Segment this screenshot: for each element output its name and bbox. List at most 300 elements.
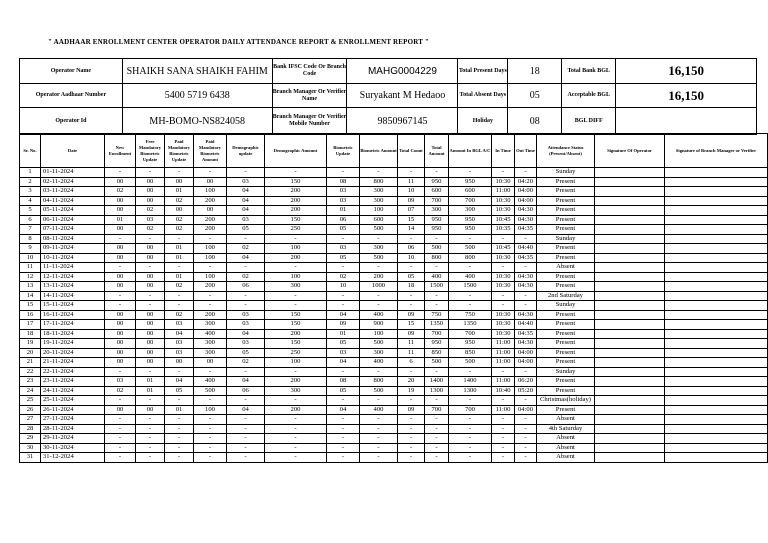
holiday-label: Holiday bbox=[458, 108, 508, 135]
table-cell: - bbox=[492, 415, 515, 425]
table-cell: - bbox=[105, 301, 136, 311]
table-cell: Present bbox=[537, 244, 595, 254]
table-cell: 300 bbox=[194, 320, 227, 330]
table-cell: 00 bbox=[105, 244, 136, 254]
table-cell: - bbox=[136, 434, 165, 444]
table-cell: - bbox=[327, 453, 360, 463]
table-cell: 12 bbox=[20, 272, 41, 282]
table-cell: 00 bbox=[136, 339, 165, 349]
table-cell: 300 bbox=[194, 348, 227, 358]
table-cell: 300 bbox=[194, 339, 227, 349]
table-cell: Christmas(holiday) bbox=[537, 396, 595, 406]
table-cell: - bbox=[165, 168, 194, 178]
table-cell: 04 bbox=[327, 358, 360, 368]
table-cell: 04 bbox=[327, 310, 360, 320]
table-cell: 10:30 bbox=[492, 272, 515, 282]
column-header: Date bbox=[41, 134, 105, 168]
table-cell: 1000 bbox=[360, 282, 398, 292]
table-cell: 19 bbox=[20, 339, 41, 349]
table-cell: 04:35 bbox=[515, 329, 537, 339]
table-cell: - bbox=[165, 434, 194, 444]
table-cell: - bbox=[105, 396, 136, 406]
table-cell: - bbox=[227, 291, 265, 301]
table-cell: 08 bbox=[327, 377, 360, 387]
table-cell: 15 bbox=[20, 301, 41, 311]
table-cell: Present bbox=[537, 348, 595, 358]
table-cell: Sunday bbox=[537, 234, 595, 244]
table-header-row bbox=[20, 134, 768, 168]
table-cell: - bbox=[165, 367, 194, 377]
table-cell: 10:30 bbox=[492, 310, 515, 320]
table-cell: 500 bbox=[449, 358, 492, 368]
table-cell: 950 bbox=[425, 177, 449, 187]
table-cell: 300 bbox=[265, 282, 327, 292]
table-cell: - bbox=[398, 263, 425, 273]
table-cell: - bbox=[449, 291, 492, 301]
table-cell: - bbox=[265, 434, 327, 444]
table-cell: 950 bbox=[449, 177, 492, 187]
table-cell: - bbox=[360, 367, 398, 377]
table-cell: 250 bbox=[265, 348, 327, 358]
table-cell: - bbox=[515, 453, 537, 463]
table-cell bbox=[665, 358, 768, 368]
table-cell: - bbox=[360, 434, 398, 444]
table-cell bbox=[595, 187, 665, 197]
table-cell: 04:40 bbox=[515, 320, 537, 330]
table-cell: 01 bbox=[327, 329, 360, 339]
table-cell bbox=[595, 253, 665, 263]
table-cell: 100 bbox=[265, 358, 327, 368]
table-cell: 00 bbox=[136, 187, 165, 197]
table-cell: 600 bbox=[360, 215, 398, 225]
table-cell: 02 bbox=[105, 386, 136, 396]
table-cell: Absent bbox=[537, 415, 595, 425]
table-cell: - bbox=[165, 291, 194, 301]
table-cell: - bbox=[136, 453, 165, 463]
table-cell: 01 bbox=[165, 253, 194, 263]
table-cell: - bbox=[327, 443, 360, 453]
table-cell: 00 bbox=[105, 177, 136, 187]
table-cell bbox=[595, 339, 665, 349]
table-cell: - bbox=[449, 453, 492, 463]
table-cell: - bbox=[449, 443, 492, 453]
table-cell: 23 bbox=[20, 377, 41, 387]
table-cell: 05 bbox=[398, 272, 425, 282]
table-cell: 00 bbox=[105, 320, 136, 330]
total-absent-label: Total Absent Days bbox=[458, 84, 508, 108]
table-cell: 24 bbox=[20, 386, 41, 396]
table-cell: 150 bbox=[265, 177, 327, 187]
table-cell: - bbox=[425, 367, 449, 377]
table-cell: 200 bbox=[265, 187, 327, 197]
table-cell: 00 bbox=[165, 206, 194, 216]
table-cell: Present bbox=[537, 177, 595, 187]
table-cell bbox=[595, 234, 665, 244]
table-cell: - bbox=[327, 424, 360, 434]
table-cell bbox=[665, 215, 768, 225]
column-header: New Enrollment bbox=[105, 134, 136, 168]
table-row bbox=[20, 206, 768, 216]
table-cell: 04 bbox=[227, 196, 265, 206]
table-cell: 04:20 bbox=[515, 177, 537, 187]
table-cell: 02 bbox=[165, 196, 194, 206]
table-cell: - bbox=[492, 367, 515, 377]
table-row bbox=[20, 187, 768, 197]
table-cell: 04 bbox=[227, 329, 265, 339]
table-cell: - bbox=[194, 424, 227, 434]
table-cell: 11 bbox=[398, 348, 425, 358]
table-cell: - bbox=[327, 367, 360, 377]
table-cell: Sunday bbox=[537, 301, 595, 311]
table-cell: Present bbox=[537, 215, 595, 225]
table-cell: - bbox=[515, 424, 537, 434]
table-cell bbox=[665, 196, 768, 206]
table-cell: 00 bbox=[136, 282, 165, 292]
table-row bbox=[20, 424, 768, 434]
table-cell: 4th Saturday bbox=[537, 424, 595, 434]
table-cell: 04:00 bbox=[515, 358, 537, 368]
table-cell: 1350 bbox=[425, 320, 449, 330]
table-cell: 03 bbox=[327, 348, 360, 358]
table-cell: Present bbox=[537, 196, 595, 206]
table-cell: 04-11-2024 bbox=[41, 196, 105, 206]
table-cell: 400 bbox=[360, 405, 398, 415]
table-cell: - bbox=[105, 168, 136, 178]
table-cell: 3 bbox=[20, 187, 41, 197]
bgl-diff-label: BGL DIFF bbox=[562, 108, 616, 135]
table-cell: 14-11-2024 bbox=[41, 291, 105, 301]
table-cell: 20-11-2024 bbox=[41, 348, 105, 358]
table-row bbox=[20, 168, 768, 178]
table-cell: 03 bbox=[105, 377, 136, 387]
table-cell: 30 bbox=[20, 443, 41, 453]
table-cell: Absent bbox=[537, 443, 595, 453]
table-cell: 02 bbox=[327, 272, 360, 282]
table-cell: Sunday bbox=[537, 168, 595, 178]
table-cell: 04 bbox=[165, 377, 194, 387]
column-header: Demographic Amount bbox=[265, 134, 327, 168]
table-cell: 22 bbox=[20, 367, 41, 377]
operator-id-label: Operator Id bbox=[20, 108, 123, 135]
table-cell: 200 bbox=[194, 310, 227, 320]
table-cell: 100 bbox=[194, 405, 227, 415]
table-cell bbox=[595, 215, 665, 225]
table-cell: 300 bbox=[360, 348, 398, 358]
table-cell: 100 bbox=[194, 253, 227, 263]
table-cell bbox=[665, 263, 768, 273]
table-cell bbox=[665, 177, 768, 187]
table-cell: 300 bbox=[265, 386, 327, 396]
table-cell: 03 bbox=[165, 348, 194, 358]
table-cell: - bbox=[425, 415, 449, 425]
table-cell: 10:30 bbox=[492, 177, 515, 187]
table-cell: - bbox=[515, 234, 537, 244]
table-cell: - bbox=[449, 434, 492, 444]
table-cell: - bbox=[449, 396, 492, 406]
bank-ifsc-value: MAHG0004229 bbox=[347, 59, 458, 84]
table-cell: - bbox=[398, 301, 425, 311]
table-cell: 19 bbox=[398, 386, 425, 396]
table-cell: 200 bbox=[265, 377, 327, 387]
table-cell bbox=[665, 415, 768, 425]
table-cell: - bbox=[136, 234, 165, 244]
table-cell: 17-11-2024 bbox=[41, 320, 105, 330]
table-cell: 04:30 bbox=[515, 206, 537, 216]
table-cell bbox=[595, 377, 665, 387]
table-cell: 600 bbox=[449, 187, 492, 197]
table-cell: 11:00 bbox=[492, 339, 515, 349]
table-cell bbox=[665, 453, 768, 463]
table-cell: 100 bbox=[194, 187, 227, 197]
table-cell: 500 bbox=[194, 386, 227, 396]
table-cell: 300 bbox=[425, 206, 449, 216]
table-cell: - bbox=[492, 396, 515, 406]
table-cell bbox=[595, 310, 665, 320]
table-cell: 01 bbox=[165, 244, 194, 254]
table-cell: 04:30 bbox=[515, 272, 537, 282]
table-cell: 04:30 bbox=[515, 282, 537, 292]
table-cell: 00 bbox=[136, 177, 165, 187]
column-header: Amount In BGL A/C bbox=[449, 134, 492, 168]
table-cell: - bbox=[265, 291, 327, 301]
table-cell: 700 bbox=[449, 196, 492, 206]
table-cell: Present bbox=[537, 386, 595, 396]
table-cell bbox=[665, 329, 768, 339]
table-cell bbox=[595, 225, 665, 235]
table-cell: 16-11-2024 bbox=[41, 310, 105, 320]
table-cell: 20 bbox=[398, 377, 425, 387]
table-cell: 10:40 bbox=[492, 386, 515, 396]
table-cell: 00 bbox=[136, 272, 165, 282]
table-cell bbox=[595, 272, 665, 282]
table-cell: - bbox=[194, 301, 227, 311]
table-cell: - bbox=[227, 263, 265, 273]
table-cell: - bbox=[327, 263, 360, 273]
table-cell: 200 bbox=[265, 405, 327, 415]
table-cell: 04 bbox=[227, 206, 265, 216]
table-cell: 04 bbox=[227, 253, 265, 263]
table-cell: - bbox=[165, 453, 194, 463]
table-cell bbox=[595, 348, 665, 358]
table-cell: 00 bbox=[136, 253, 165, 263]
table-cell: - bbox=[105, 234, 136, 244]
table-cell: 24-11-2024 bbox=[41, 386, 105, 396]
table-cell: 04 bbox=[227, 377, 265, 387]
table-cell: Present bbox=[537, 253, 595, 263]
table-cell: 400 bbox=[194, 329, 227, 339]
table-cell: - bbox=[265, 234, 327, 244]
table-cell: - bbox=[515, 263, 537, 273]
table-cell: 04:35 bbox=[515, 225, 537, 235]
table-cell: 100 bbox=[194, 272, 227, 282]
table-cell: - bbox=[425, 234, 449, 244]
table-row bbox=[20, 405, 768, 415]
table-cell: 26 bbox=[20, 405, 41, 415]
acceptable-bgl-value: 16,150 bbox=[616, 84, 757, 108]
table-cell: 11 bbox=[398, 339, 425, 349]
column-header: Free Mandatory Biometric Update bbox=[136, 134, 165, 168]
table-cell: - bbox=[360, 291, 398, 301]
column-header: Biometric Amount bbox=[360, 134, 398, 168]
table-cell: 700 bbox=[425, 329, 449, 339]
table-cell: 00 bbox=[136, 405, 165, 415]
table-cell: - bbox=[165, 424, 194, 434]
table-cell: 10 bbox=[327, 282, 360, 292]
table-cell: 31 bbox=[20, 453, 41, 463]
table-cell: 500 bbox=[360, 339, 398, 349]
table-cell: 800 bbox=[360, 177, 398, 187]
table-cell: - bbox=[515, 301, 537, 311]
table-cell: 00 bbox=[105, 329, 136, 339]
table-row bbox=[20, 367, 768, 377]
table-cell: 100 bbox=[265, 272, 327, 282]
table-cell: 03 bbox=[227, 339, 265, 349]
table-cell: 02-11-2024 bbox=[41, 177, 105, 187]
table-cell: 04:30 bbox=[515, 310, 537, 320]
table-cell: 01-11-2024 bbox=[41, 168, 105, 178]
table-cell: - bbox=[449, 263, 492, 273]
table-cell: 850 bbox=[425, 348, 449, 358]
table-cell: 1400 bbox=[449, 377, 492, 387]
table-cell: 05 bbox=[227, 348, 265, 358]
table-cell: 25-11-2024 bbox=[41, 396, 105, 406]
table-cell: 27-11-2024 bbox=[41, 415, 105, 425]
table-cell: 13 bbox=[20, 282, 41, 292]
table-cell: - bbox=[425, 168, 449, 178]
table-cell: - bbox=[136, 168, 165, 178]
table-cell bbox=[595, 386, 665, 396]
table-cell: 00 bbox=[105, 339, 136, 349]
table-cell: 950 bbox=[425, 215, 449, 225]
table-cell bbox=[665, 225, 768, 235]
table-cell: 00 bbox=[136, 196, 165, 206]
table-cell: 00 bbox=[105, 405, 136, 415]
table-cell: 04:30 bbox=[515, 339, 537, 349]
table-cell bbox=[595, 405, 665, 415]
table-cell: 10 bbox=[20, 253, 41, 263]
table-cell: 950 bbox=[449, 339, 492, 349]
table-cell: - bbox=[492, 263, 515, 273]
table-cell bbox=[665, 367, 768, 377]
table-row bbox=[20, 339, 768, 349]
table-cell: - bbox=[515, 434, 537, 444]
table-cell: 02 bbox=[136, 206, 165, 216]
table-cell: 1400 bbox=[425, 377, 449, 387]
table-cell: 200 bbox=[360, 272, 398, 282]
table-row bbox=[20, 377, 768, 387]
table-cell: - bbox=[265, 443, 327, 453]
table-cell: 10:35 bbox=[492, 225, 515, 235]
table-cell: 5 bbox=[20, 206, 41, 216]
table-cell: Present bbox=[537, 310, 595, 320]
table-cell: 400 bbox=[425, 272, 449, 282]
table-row bbox=[20, 453, 768, 463]
table-cell: - bbox=[360, 301, 398, 311]
table-cell bbox=[665, 386, 768, 396]
table-cell: Present bbox=[537, 225, 595, 235]
table-cell: 04:00 bbox=[515, 348, 537, 358]
table-cell: 06-11-2024 bbox=[41, 215, 105, 225]
branch-manager-label: Branch Manager Or Verifier Name bbox=[272, 84, 347, 108]
table-cell: - bbox=[105, 367, 136, 377]
table-cell: - bbox=[105, 415, 136, 425]
table-cell: 11 bbox=[398, 177, 425, 187]
table-cell: 04 bbox=[227, 405, 265, 415]
table-cell: 150 bbox=[265, 215, 327, 225]
table-cell: 950 bbox=[425, 339, 449, 349]
table-cell: 13-11-2024 bbox=[41, 282, 105, 292]
table-cell bbox=[595, 196, 665, 206]
table-cell: 200 bbox=[265, 206, 327, 216]
table-cell: 03 bbox=[227, 215, 265, 225]
table-cell bbox=[595, 301, 665, 311]
table-cell bbox=[595, 206, 665, 216]
table-cell: 28-11-2024 bbox=[41, 424, 105, 434]
table-cell bbox=[595, 434, 665, 444]
table-cell: 01 bbox=[165, 272, 194, 282]
table-cell: 00 bbox=[105, 310, 136, 320]
table-cell: 03 bbox=[136, 215, 165, 225]
table-cell bbox=[665, 234, 768, 244]
table-cell: - bbox=[227, 443, 265, 453]
table-cell: Present bbox=[537, 206, 595, 216]
table-cell: 16 bbox=[20, 310, 41, 320]
table-cell: 02 bbox=[227, 244, 265, 254]
table-cell: - bbox=[360, 396, 398, 406]
table-cell: - bbox=[327, 291, 360, 301]
table-cell bbox=[665, 443, 768, 453]
table-cell bbox=[595, 291, 665, 301]
table-cell: Absent bbox=[537, 434, 595, 444]
table-cell: 02 bbox=[165, 282, 194, 292]
table-cell: - bbox=[165, 301, 194, 311]
table-cell: 950 bbox=[425, 225, 449, 235]
table-cell: - bbox=[492, 234, 515, 244]
table-cell bbox=[665, 272, 768, 282]
column-header: Total Count bbox=[398, 134, 425, 168]
table-cell bbox=[665, 168, 768, 178]
table-cell: - bbox=[227, 396, 265, 406]
table-cell: Absent bbox=[537, 453, 595, 463]
table-cell: 06 bbox=[398, 244, 425, 254]
table-cell: - bbox=[194, 434, 227, 444]
table-cell: Present bbox=[537, 358, 595, 368]
table-cell: 28 bbox=[20, 424, 41, 434]
table-cell: 09 bbox=[327, 320, 360, 330]
table-cell: 05 bbox=[327, 225, 360, 235]
table-cell: 02 bbox=[165, 310, 194, 320]
table-row bbox=[20, 234, 768, 244]
table-cell: - bbox=[327, 301, 360, 311]
table-cell: 06 bbox=[327, 215, 360, 225]
table-cell: 10 bbox=[398, 253, 425, 263]
table-cell: 10:45 bbox=[492, 244, 515, 254]
table-row bbox=[20, 396, 768, 406]
table-cell: - bbox=[360, 424, 398, 434]
table-cell: - bbox=[425, 424, 449, 434]
table-cell: - bbox=[398, 443, 425, 453]
table-cell: - bbox=[194, 415, 227, 425]
table-cell bbox=[595, 244, 665, 254]
table-cell: 600 bbox=[425, 187, 449, 197]
table-cell: 11:00 bbox=[492, 348, 515, 358]
table-cell: 04:00 bbox=[515, 187, 537, 197]
table-cell bbox=[595, 415, 665, 425]
table-cell: 10-11-2024 bbox=[41, 253, 105, 263]
table-cell: 1500 bbox=[425, 282, 449, 292]
table-cell: 200 bbox=[265, 196, 327, 206]
table-cell: 04:00 bbox=[515, 405, 537, 415]
